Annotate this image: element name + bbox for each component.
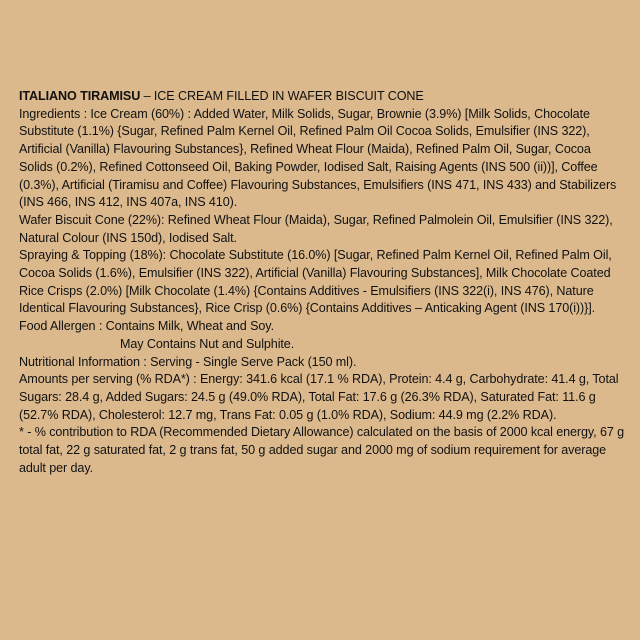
allergen-may-contain: May Contains Nut and Sulphite. — [120, 336, 295, 351]
ingredients-wafer-cone: Wafer Biscuit Cone (22%): Refined Wheat Flour (Maida), Sugar, Refined Palmolein Oil, Emulsifier (INS 322), Natural Colour (INS 150d), Iodised Salt. — [19, 212, 613, 245]
allergen-contains: Food Allergen : Contains Milk, Wheat and Soy. — [19, 319, 274, 334]
product-descriptor: – ICE CREAM FILLED IN WAFER BISCUIT CONE — [140, 89, 424, 103]
ingredients-label-panel — [19, 88, 625, 477]
ingredients-main: Ingredients : Ice Cream (60%) : Added Water, Milk Solids, Sugar, Brownie (3.9%) [Milk Solids, Chocolate Substitute (1.1%) {Sugar, Refined Palm Kernel Oil, Refined Palm Oil Cocoa Solids, Emulsifier (INS 322), Artificial (Vanilla) Flavouring Substances}, Refined Wheat Flour (Maida), Refined Palm Oil, Sugar, Cocoa Solids (0.2%), Refined Cottonseed Oil, Baking Powder, Iodised Salt, Raising Agents (INS 500 (ii))], Coffee (0.3%), Artificial (Tiramisu and Coffee) Flavouring Substances, Emulsifiers (INS 471, INS 433) and Stabilizers (INS 466, INS 412, INS 407a, INS 410). — [19, 106, 617, 210]
nutrition-amounts: Amounts per serving (% RDA*) : Energy: 341.6 kcal (17.1 % RDA), Protein: 4.4 g, Carbohydrate: 41.4 g, Total Sugars: 28.4 g, Added Sugars: 24.5 g (49.0% RDA), Total Fat: 17.6 g (26.3% RDA), Saturated Fat: 11.6 g (52.7% RDA), Cholesterol: 12.7 mg, Trans Fat: 0.05 g (1.0% RDA), Sodium: 44.9 mg (2.2% RDA). — [19, 372, 619, 422]
rda-footnote: * - % contribution to RDA (Recommended Dietary Allowance) calculated on the basis of 2000 kcal energy, 67 g total fat, 22 g saturated fat, 2 g trans fat, 50 g added sugar and 2000 mg of sodium requirement for average adult per day. — [19, 425, 625, 475]
product-name: ITALIANO TIRAMISU — [19, 89, 141, 103]
product-title — [19, 88, 625, 106]
ingredients-topping: Spraying & Topping (18%): Chocolate Substitute (16.0%) [Sugar, Refined Palm Kernel Oil, Refined Palm Oil, Cocoa Solids (1.6%), Emulsifier (INS 322), Artificial (Vanilla) Flavouring Substances], Milk Chocolate Coated Rice Crisps (2.0%) [Milk Chocolate (1.4%) {Contains Additives - Emulsifiers (INS 322(i), INS 476), Nature Identical Flavouring Substances}, Rice Crisp (0.6%) {Contains Additives – Anticaking Agent (INS 170(i))}]. — [19, 248, 612, 316]
nutrition-serving: Nutritional Information : Serving - Single Serve Pack (150 ml). — [19, 354, 357, 369]
